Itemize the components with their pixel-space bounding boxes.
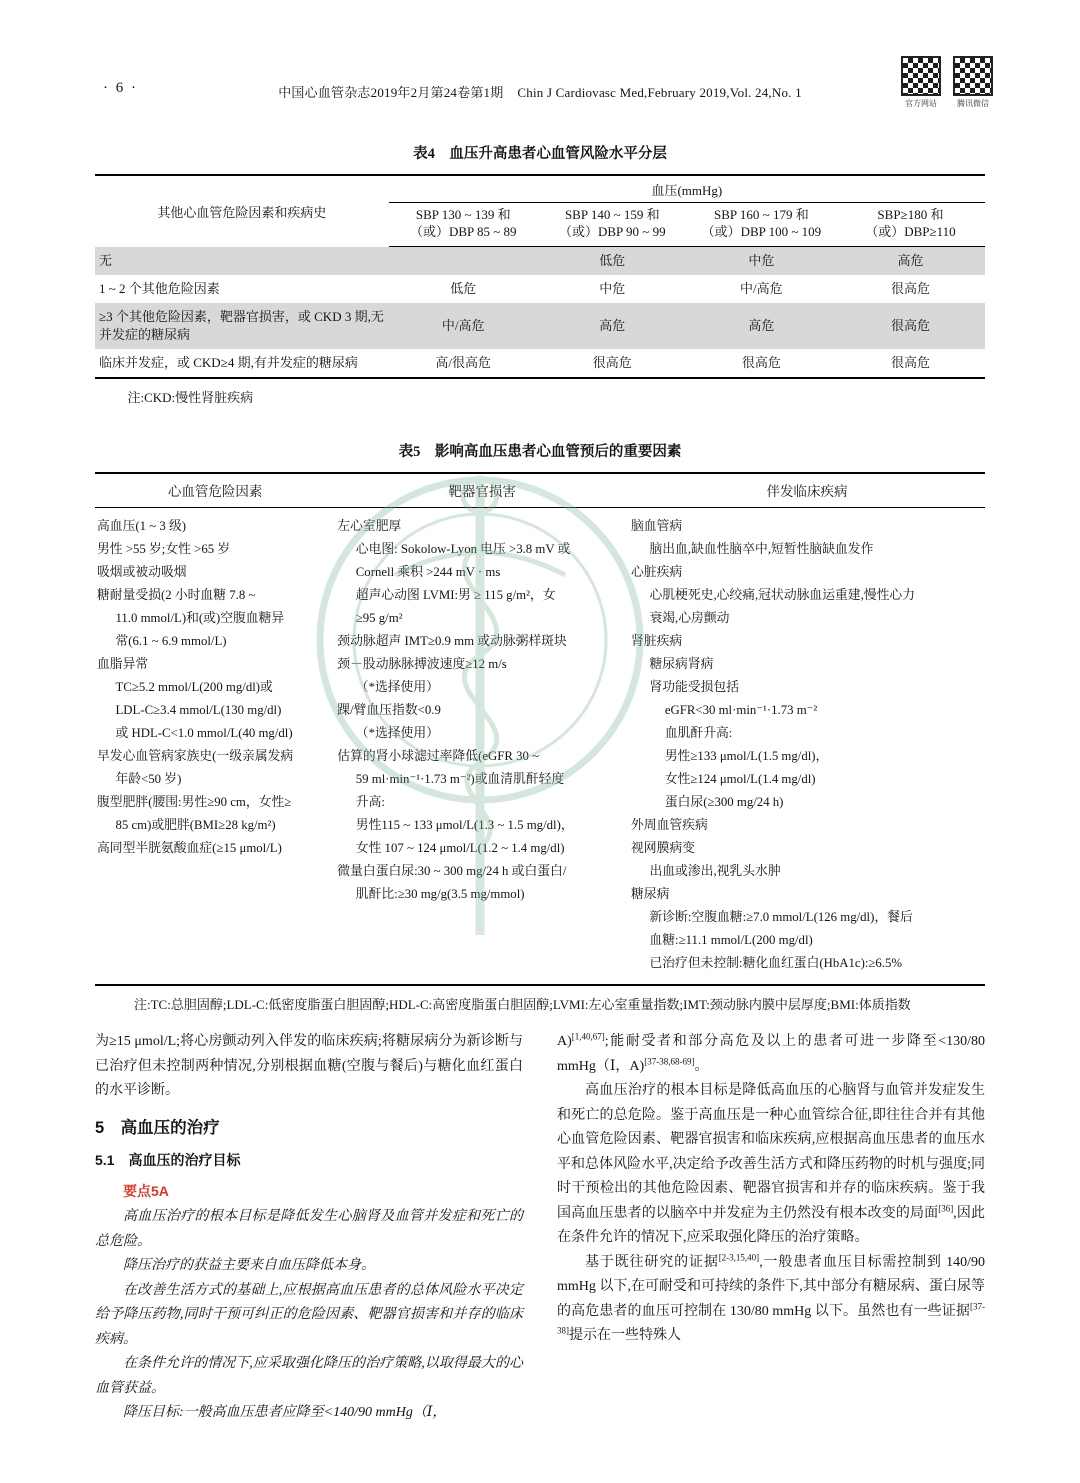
table5-line: 出血或渗出,视乳头水肿 <box>649 864 781 878</box>
table5-line: 血肌酐升高: <box>664 726 733 740</box>
table5-line: 外周血管疾病 <box>630 818 708 832</box>
table5-line: 升高: <box>355 795 385 809</box>
body-paragraph: 高血压治疗的根本目标是降低发生心脑肾及血管并发症和死亡的总危险。 <box>95 1209 523 1249</box>
table4-row <box>95 247 985 276</box>
qr-code-icon <box>901 56 941 96</box>
table4-risk-cell: 很高危 <box>890 281 930 296</box>
qr-label-wechat: 腾讯微信 <box>957 99 989 108</box>
table5-line: 微量白蛋白尿:30 ~ 300 mg/24 h 或白蛋白/ <box>337 864 567 878</box>
table4-corner-header: 其他心血管危险因素和疾病史 <box>157 204 327 220</box>
table4-risk-cell: 很高危 <box>890 355 930 370</box>
table4-bp-row <box>95 175 985 203</box>
table5-line: 11.0 mmol/L)和(或)空腹血糖异 <box>115 611 285 625</box>
body-paragraph: A)[1,40,67];能耐受者和部分高危及以上的患者可进一步降至<130/80 mmHg（Ⅰ，A)[37-38,68-69]。 <box>557 1031 985 1074</box>
body-column-left <box>95 1030 523 1426</box>
table4-factor-cell: 1 ~ 2 个其他危险因素 <box>99 281 220 296</box>
table4-row <box>95 275 985 303</box>
keypoint-label: 要点5A <box>123 1182 169 1199</box>
qr-label-website: 官方网站 <box>905 99 937 108</box>
table5-line: 新诊断:空腹血糖:≥7.0 mmol/L(126 mg/dl)，餐后 <box>649 910 913 924</box>
table4-row <box>95 349 985 378</box>
table4-risk-cell: 高危 <box>748 318 775 333</box>
table5-line: 脑血管病 <box>630 519 683 533</box>
table4-risk-cell <box>389 247 538 276</box>
table4-factor-cell: 无 <box>99 252 113 268</box>
body-paragraph: 在条件允许的情况下,应采取强化降压的治疗策略,以取得最大的心血管获益。 <box>95 1356 523 1396</box>
table5-line: ≥95 g/m² <box>355 611 403 625</box>
table4-factor-cell: ≥3 个其他危险因素，靶器官损害，或 CKD 3 期,无并发症的糖尿病 <box>99 309 384 342</box>
page-header <box>95 74 989 108</box>
table5-line: Cornell 乘积 >244 mV · ms <box>355 565 501 579</box>
table5-line: 59 ml·min⁻¹·1.73 m⁻²)或血清肌酐轻度 <box>355 772 565 786</box>
table5-line: TC≥5.2 mmol/L(200 mg/dl)或 <box>115 680 273 694</box>
table4-risk-cell: 中危 <box>599 281 626 296</box>
table5-line: 心肌梗死史,心绞痛,冠状动脉血运重建,慢性心力 <box>649 588 915 602</box>
table5-header-risk-factors: 心血管危险因素 <box>167 484 263 499</box>
table4-bp-range-header: SBP≥180 和 （或）DBP≥110 <box>836 203 985 247</box>
table5-line: 脑出血,缺血性脑卒中,短暂性脑缺血发作 <box>649 542 874 556</box>
table5-line: 男性≥133 μmol/L(1.5 mg/dl)， <box>664 749 829 763</box>
table5-line: 或 HDL-C<1.0 mmol/L(40 mg/dl) <box>115 726 293 740</box>
table5-title: 表5 影响高血压患者心血管预后的重要因素 <box>398 444 682 460</box>
page-number: · 6 · <box>103 80 138 96</box>
table5-line: 男性 >55 岁;女性 >65 岁 <box>97 542 231 556</box>
qr-item-wechat <box>953 56 993 109</box>
table5-header-organ-damage: 靶器官损害 <box>448 484 516 499</box>
table4 <box>95 174 985 379</box>
body-paragraph: 高血压治疗的根本目标是降低高血压的心脑肾与血管并发症发生和死亡的总危险。鉴于高血压是一种心血管综合征,即往往合并有其他心血管危险因素、靶器官损害和临床疾病,应根据高血压患者的血压水平和总体风险水平,决定给予改善生活方式和降压药物的时机与强度;同时干预检出的其他危险因素、靶器官损害和并存的临床疾病。鉴于我国高血压患者的以脑卒中并发症为主仍然没有根本改变的局面[36],因此在条件允许的情况下,应采取强化降压的治疗策略。 <box>557 1083 986 1245</box>
table4-note: 注:CKD:慢性肾脏疾病 <box>127 390 254 405</box>
table4-risk-cell: 中危 <box>748 253 775 268</box>
table5-line: （*选择使用） <box>355 726 439 740</box>
table5-line: 已治疗但未控制:糖化血红蛋白(HbA1c):≥6.5% <box>649 956 903 970</box>
table4-risk-cell: 低危 <box>599 253 626 268</box>
subsection-heading: 5.1 高血压的治疗目标 <box>95 1152 241 1168</box>
table5-line: 超声心动图 LVMI:男 ≥ 115 g/m²，女 <box>355 588 556 602</box>
table5-line: 血脂异常 <box>97 657 149 671</box>
table5-line: 估算的肾小球滤过率降低(eGFR 30 ~ <box>337 749 540 763</box>
table5-line: 糖耐量受损(2 小时血糖 7.8 ~ <box>97 588 256 602</box>
table4-risk-cell: 中/高危 <box>740 281 783 296</box>
table4-factor-cell: 临床并发症，或 CKD≥4 期,有并发症的糖尿病 <box>99 355 358 370</box>
table4-title: 表4 血压升高患者心血管风险水平分层 <box>413 146 667 162</box>
table5-col1 <box>95 515 335 975</box>
table5-line: 左心室肥厚 <box>337 519 402 533</box>
table5-line: 高同型半胱氨酸血症(≥15 μmol/L) <box>97 841 282 855</box>
article-body <box>95 1030 985 1426</box>
table4-risk-cell: 高危 <box>897 253 924 268</box>
table5-line: 糖尿病 <box>630 887 670 901</box>
table5-line: 血糖:≥11.1 mmol/L(200 mg/dl) <box>649 933 813 947</box>
table5-line: 糖尿病肾病 <box>649 657 714 671</box>
table5-line: 肌酐比:≥30 mg/g(3.5 mg/mmol) <box>355 887 525 901</box>
table5-line: 男性115 ~ 133 μmol/L(1.3 ~ 1.5 mg/dl)， <box>355 818 574 832</box>
table5-line: 肾功能受损包括 <box>649 680 740 694</box>
table5-col2 <box>335 515 629 975</box>
table5-line: 常(6.1 ~ 6.9 mmol/L) <box>115 634 227 648</box>
table5-line: 高血压(1 ~ 3 级) <box>97 519 187 533</box>
table4-body <box>95 247 985 379</box>
table5-header-row <box>95 474 985 508</box>
table5-line: eGFR<30 ml·min⁻¹·1.73 m⁻² <box>664 703 818 717</box>
table4-risk-cell: 很高危 <box>890 318 930 333</box>
table5-line: 肾脏疾病 <box>630 634 683 648</box>
table4-risk-cell: 中/高危 <box>441 318 485 333</box>
table5-line: 踝/臂血压指数<0.9 <box>337 703 441 717</box>
table5-line: 心电图: Sokolow-Lyon 电压 >3.8 mV 或 <box>355 542 571 556</box>
table5-line: 视网膜病变 <box>630 841 695 855</box>
table5-line: 蛋白尿(≥300 mg/24 h) <box>664 795 784 809</box>
body-column-right <box>557 1030 985 1426</box>
table5-line: 衰竭,心房颤动 <box>649 611 730 625</box>
table5-line: 早发心血管病家族史(一级亲属发病 <box>97 749 294 763</box>
table4-bp-range-header: SBP 130 ~ 139 和 （或）DBP 85 ~ 89 <box>389 203 538 247</box>
table4-risk-cell: 高/很高危 <box>435 355 492 370</box>
journal-title <box>95 74 985 101</box>
table5-line: LDL-C≥3.4 mmol/L(130 mg/dl) <box>115 703 282 717</box>
table5-header-clinical-disease: 伴发临床疾病 <box>766 484 848 499</box>
table5-line: 颈－股动脉脉搏波速度≥12 m/s <box>337 657 507 671</box>
table4-row <box>95 303 985 349</box>
table4-risk-cell: 很高危 <box>741 355 781 370</box>
table5-line: 腹型肥胖(腰围:男性≥90 cm，女性≥ <box>97 795 292 809</box>
table4-risk-cell: 高危 <box>599 318 626 333</box>
table5-line: 85 cm)或肥胖(BMI≥28 kg/m²) <box>115 818 276 832</box>
table4-bp-header: 血压(mmHg) <box>389 175 985 203</box>
journal-title-zh: 中国心血管杂志2019年2月第24卷第1期 <box>278 85 504 100</box>
section-heading: 5 高血压的治疗 <box>95 1118 220 1137</box>
table5-line: 颈动脉超声 IMT≥0.9 mm 或动脉粥样斑块 <box>337 634 567 648</box>
table5-line: （*选择使用） <box>355 680 439 694</box>
table5-line: 女性≥124 μmol/L(1.4 mg/dl) <box>664 772 816 786</box>
qr-item-website <box>901 56 941 109</box>
qr-code-icon <box>953 56 993 96</box>
table4-risk-cell: 很高危 <box>592 355 632 370</box>
body-paragraph: 降压目标:一般高血压患者应降至<140/90 mmHg（Ⅰ， <box>123 1405 447 1420</box>
table5-note: 注:TC:总胆固醇;LDL-C:低密度脂蛋白胆固醇;HDL-C:高密度脂蛋白胆固醇;LVMI:左心室重量指数;IMT:颈动脉内膜中层厚度;BMI:体质指数 <box>134 997 911 1012</box>
table4-bp-range-header: SBP 140 ~ 159 和 （或）DBP 90 ~ 99 <box>538 203 687 247</box>
body-paragraph: 降压治疗的获益主要来自血压降低本身。 <box>123 1258 375 1273</box>
journal-title-en: Chin J Cardiovasc Med,February 2019,Vol. 24,No. 1 <box>517 85 802 100</box>
table5-line: 心脏疾病 <box>630 565 683 579</box>
body-paragraph: 在改善生活方式的基础上,应根据高血压患者的总体风险水平决定给予降压药物,同时干预可纠正的危险因素、靶器官损害和并存的临床疾病。 <box>95 1282 523 1347</box>
body-paragraph: 为≥15 μmol/L;将心房颤动列入伴发的临床疾病;将糖尿病分为新诊断与已治疗但未控制两种情况,分别根据血糖(空腹与餐后)与糖化血红蛋白的水平诊断。 <box>95 1034 523 1098</box>
table5-line: 吸烟或被动吸烟 <box>97 565 187 579</box>
qr-codes <box>901 56 993 109</box>
table5-col3 <box>629 515 985 975</box>
table4-risk-cell: 低危 <box>450 281 477 296</box>
table4-bp-range-header: SBP 160 ~ 179 和 （或）DBP 100 ~ 109 <box>687 203 836 247</box>
table5-body <box>95 508 985 984</box>
table5-line: 女性 107 ~ 124 μmol/L(1.2 ~ 1.4 mg/dl) <box>355 841 565 855</box>
table5-line: 年龄<50 岁) <box>115 772 182 786</box>
table5 <box>95 472 985 986</box>
body-paragraph: 基于既往研究的证据[2-3,15,40],一般患者血压目标需控制到 140/90 mmHg 以下,在可耐受和可持续的条件下,其中部分有糖尿病、蛋白尿等的高危患者的血压可控制在 130/80 mmHg 以下。虽然也有一些证据[37-38]提示在一些特殊人 <box>557 1251 986 1343</box>
